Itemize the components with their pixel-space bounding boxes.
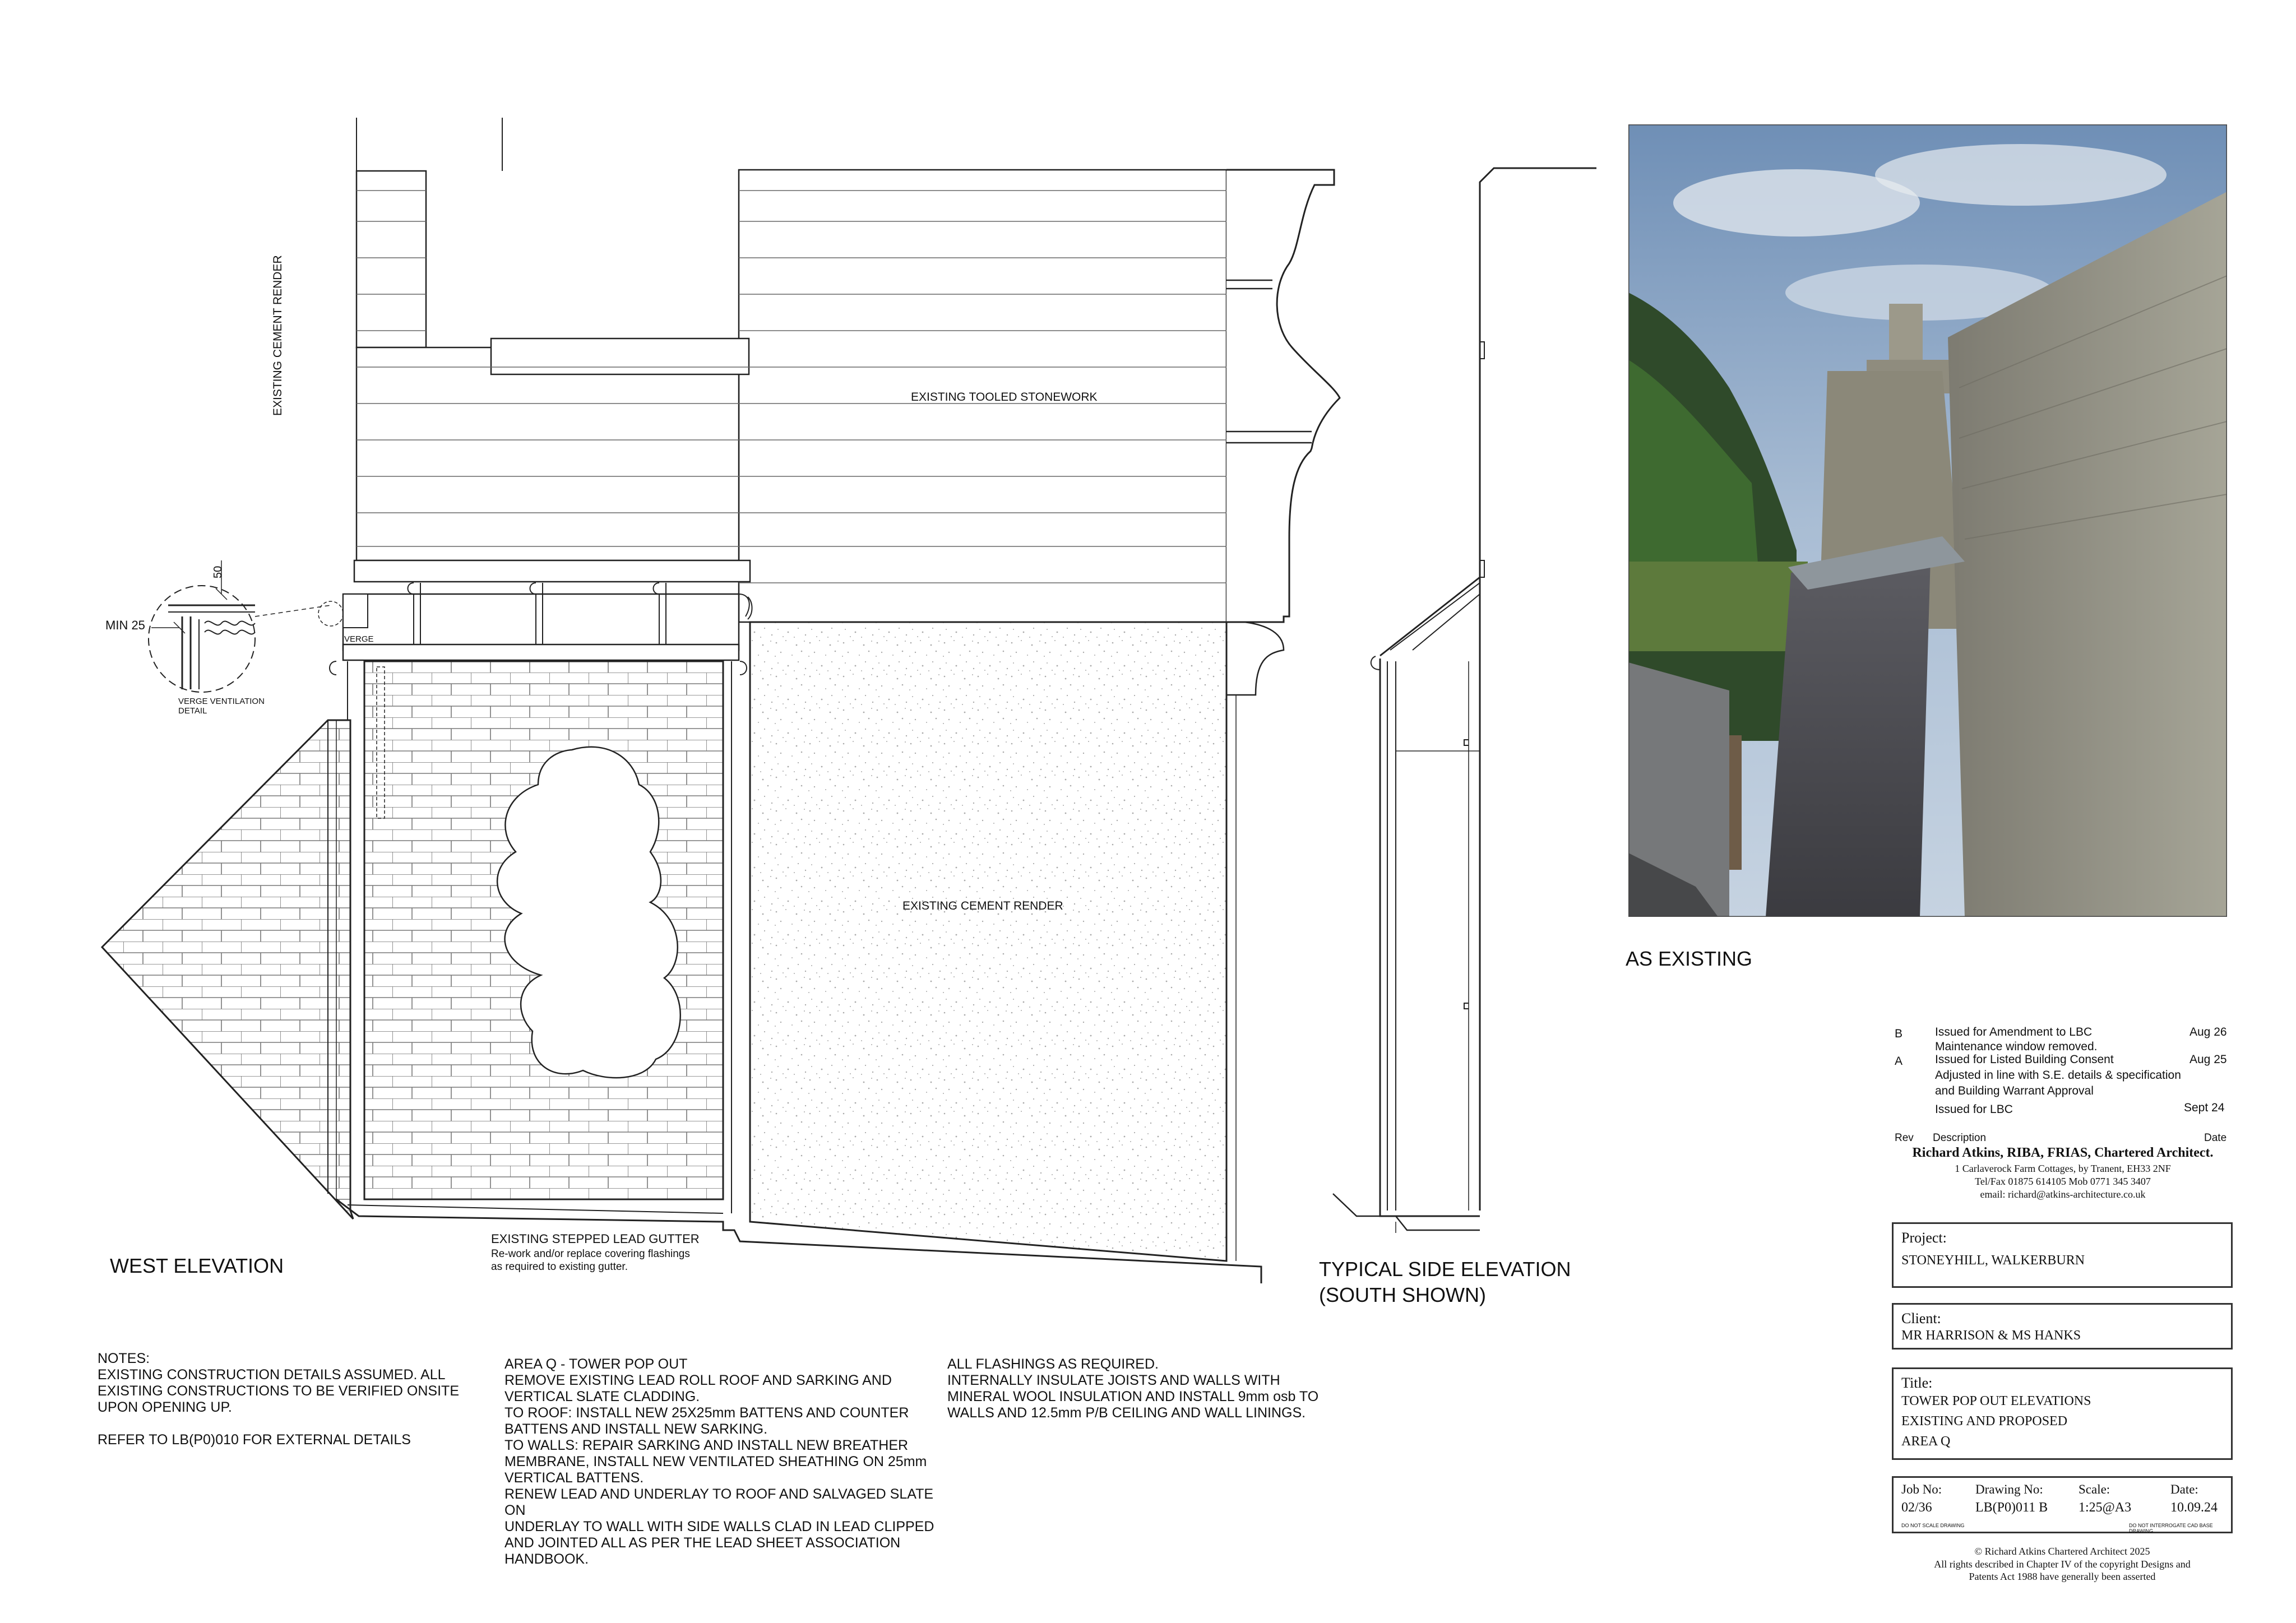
verge-ventilation-label-2: DETAIL (178, 706, 207, 716)
project-box (1892, 1222, 2233, 1288)
architect-name: Richard Atkins, RIBA, FRIAS, Chartered Architect. (1912, 1146, 2214, 1160)
rev-header-description: Description (1933, 1132, 1987, 1144)
side-elevation-subtitle: (SOUTH SHOWN) (1319, 1283, 1486, 1306)
revision-text: Issued for LBC (1935, 1103, 2013, 1116)
cad-warning: DO NOT INTERROGATE CAD BASE DRAWING (2129, 1523, 2213, 1534)
rev-header-rev: Rev (1895, 1132, 1914, 1144)
copyright-line: © Richard Atkins Chartered Architect 2025 (1974, 1546, 2150, 1557)
gutter-note-1: Re-work and/or replace covering flashings (491, 1248, 690, 1260)
flashing-notes: ALL FLASHINGS AS REQUIRED. INTERNALLY INSULATE JOISTS AND WALLS WITH MINERAL WOOL INSULATION AND INSTALL 9mm osb TO WALLS AND 12.5mm P/B CEILING AND WALL LININGS. (947, 1356, 1319, 1421)
architect-address: 1 Carlaverock Farm Cottages, by Tranent, EH33 2NF (1955, 1163, 2171, 1174)
tooled-stonework-label: EXISTING TOOLED STONEWORK (911, 391, 1098, 404)
client-value: MR HARRISON & MS HANKS (1901, 1328, 2081, 1343)
revision-text: Adjusted in line with S.E. details & specification (1935, 1069, 2181, 1082)
job-no-value: 02/36 (1901, 1500, 1932, 1515)
tower-pop-out (343, 560, 750, 1213)
rev-header-date: Date (2204, 1132, 2227, 1144)
verge-label: VERGE (344, 634, 374, 644)
architect-email: email: richard@atkins-architecture.co.uk (1980, 1189, 2146, 1200)
job-box (1892, 1476, 2233, 1533)
revision-text: Maintenance window removed. (1935, 1040, 2098, 1053)
revision-text: Issued for Listed Building Consent (1935, 1053, 2114, 1066)
title-line: AREA Q (1901, 1434, 1951, 1449)
cornice-profile (1226, 170, 1340, 622)
revision-letter: A (1895, 1055, 1903, 1068)
revision-date: Aug 25 (2189, 1053, 2227, 1066)
title-line: EXISTING AND PROPOSED (1901, 1414, 2068, 1429)
west-elevation-title: WEST ELEVATION (110, 1254, 284, 1277)
title-label: Title: (1901, 1375, 1933, 1391)
copyright-line: All rights described in Chapter IV of the copyright Designs and (1934, 1559, 2191, 1570)
side-elevation (1333, 168, 1596, 1233)
drawing-no-value: LB(P0)011 B (1975, 1500, 2048, 1515)
verge-ventilation-detail (149, 560, 343, 692)
client-box (1892, 1303, 2233, 1350)
date-label: Date: (2170, 1482, 2198, 1496)
job-no-label: Job No: (1901, 1482, 1942, 1496)
cement-render-vertical-label: EXISTING CEMENT RENDER (271, 255, 284, 416)
project-label: Project: (1901, 1230, 1947, 1246)
copyright-line: Patents Act 1988 have generally been asserted (1969, 1571, 2156, 1582)
general-notes: NOTES: EXISTING CONSTRUCTION DETAILS ASSUMED. ALL EXISTING CONSTRUCTIONS TO BE VERIFIED ONSITE UPON OPENING UP. REFER TO LB(P0)010 FOR EXTERNAL DETAILS (98, 1351, 459, 1448)
dimension-50-label: 50 (212, 565, 224, 578)
architect-phone: Tel/Fax 01875 614105 Mob 0771 345 3407 (1975, 1176, 2151, 1187)
scale-value: 1:25@A3 (2079, 1500, 2132, 1515)
revision-date: Aug 26 (2189, 1026, 2227, 1038)
revision-text: Issued for Amendment to LBC (1935, 1026, 2093, 1038)
title-line: TOWER POP OUT ELEVATIONS (1901, 1394, 2091, 1408)
project-value: STONEYHILL, WALKERBURN (1901, 1253, 2085, 1268)
area-q-notes: AREA Q - TOWER POP OUT REMOVE EXISTING LEAD ROLL ROOF AND SARKING AND VERTICAL SLATE CLADDING. TO ROOF: INSTALL NEW 25X25mm BATTENS AND COUNTER BATTENS AND INSTALL NEW SARKING. TO WALLS: REPAIR SARKING AND INSTALL NEW BREATHER MEMBRANE, INSTALL NEW VENTILATED SHEATHING ON 25mm VERTICAL BATTENS. RENEW LEAD AND UNDERLAY TO ROOF AND SALVAGED SLATE ON UNDERLAY TO WALL WITH SIDE WALLS CLAD IN LEAD CLIPPED AND JOINTED ALL AS PER THE LEAD SHEET ASSOCIATION HANDBOOK. (504, 1356, 934, 1567)
do-not-scale-warning: DO NOT SCALE DRAWING (1901, 1523, 1965, 1528)
side-elevation-title: TYPICAL SIDE ELEVATION (1319, 1258, 1571, 1281)
revision-letter: B (1895, 1027, 1903, 1040)
cement-render-label: EXISTING CEMENT RENDER (902, 899, 1063, 912)
date-value: 10.09.24 (2170, 1500, 2218, 1515)
client-label: Client: (1901, 1310, 1941, 1327)
gutter-note-2: as required to existing gutter. (491, 1261, 628, 1273)
title-box (1892, 1367, 2233, 1460)
drawing-no-label: Drawing No: (1975, 1482, 2043, 1496)
as-existing-title: AS EXISTING (1626, 947, 1753, 970)
verge-ventilation-label: VERGE VENTILATION (178, 697, 265, 706)
scale-label: Scale: (2079, 1482, 2110, 1496)
revision-date: Sept 24 (2184, 1101, 2225, 1114)
sloped-roof (102, 720, 353, 1219)
revision-text: and Building Warrant Approval (1935, 1084, 2094, 1097)
existing-photo (1628, 124, 2227, 917)
stepped-lead-gutter-label: EXISTING STEPPED LEAD GUTTER (491, 1232, 700, 1246)
min-25-label: MIN 25 (105, 618, 145, 632)
cement-render-panel (750, 622, 1236, 1261)
